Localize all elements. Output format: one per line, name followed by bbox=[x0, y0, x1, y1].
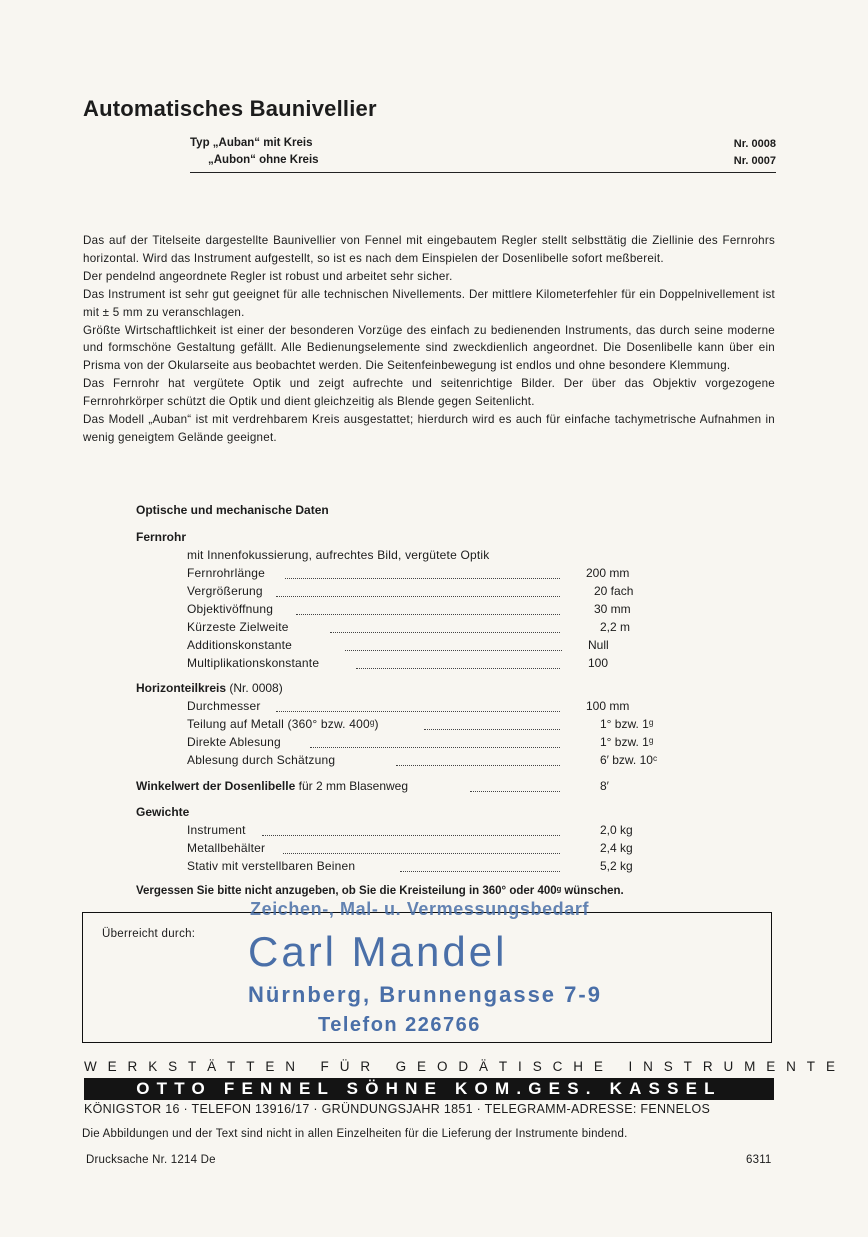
footer-company-bar: OTTO FENNEL SÖHNE KOM.GES. KASSEL bbox=[84, 1078, 774, 1100]
type-line-aubon: „Aubon“ ohne Kreis bbox=[208, 154, 319, 166]
model-number-0008: Nr. 0008 bbox=[733, 138, 776, 150]
libelle-label: für 2 mm Blasenweg bbox=[298, 779, 409, 793]
print-code: 6311 bbox=[746, 1154, 772, 1166]
spec-value: 1° bzw. 1ᵍ bbox=[600, 717, 654, 731]
spec-value: 1° bzw. 1ᵍ bbox=[600, 735, 654, 749]
spec-label: Vergrößerung bbox=[187, 584, 263, 598]
dealer-label: Überreicht durch: bbox=[102, 928, 196, 940]
fernrohr-intro: mit Innenfokussierung, aufrechtes Bild, vergütete Optik bbox=[187, 548, 490, 562]
dot-leader bbox=[276, 596, 560, 597]
gewichte-heading: Gewichte bbox=[136, 805, 190, 819]
footer-address: KÖNIGSTOR 16 · TELEFON 13916/17 · GRÜNDUNGSJAHR 1851 · TELEGRAMM-ADRESSE: FENNELOS bbox=[84, 1102, 711, 1116]
spec-value: 100 bbox=[588, 656, 609, 670]
dot-leader bbox=[330, 632, 560, 633]
page-title: Automatisches Baunivellier bbox=[83, 96, 377, 121]
spec-value: Null bbox=[588, 638, 609, 652]
spec-label: Teilung auf Metall (360° bzw. 400ᵍ) bbox=[187, 717, 379, 731]
dot-leader bbox=[396, 765, 560, 766]
model-number-0007: Nr. 0007 bbox=[733, 155, 776, 167]
description-text bbox=[83, 232, 775, 447]
spec-label: Metallbehälter bbox=[187, 841, 266, 855]
spec-value: 6′ bzw. 10ᶜ bbox=[600, 753, 658, 767]
spec-value: 2,2 m bbox=[600, 620, 631, 634]
spec-label: Direkte Ablesung bbox=[187, 735, 281, 749]
paragraph-nivellements: Das Instrument ist sehr gut geeignet für alle technischen Nivellements. Der mittlere Kilometerfehler für ein Doppelnivellement ist mit ± 5 mm zu veranschlagen. bbox=[83, 287, 775, 319]
spec-label: Ablesung durch Schätzung bbox=[187, 753, 336, 767]
footer-disclaimer: Die Abbildungen und der Text sind nicht in allen Einzelheiten für die Lieferung der Instrumente bindend. bbox=[82, 1128, 628, 1140]
stamp-address: Nürnberg, Brunnengasse 7-9 bbox=[248, 982, 602, 1007]
dot-leader bbox=[310, 747, 560, 748]
libelle-row bbox=[136, 779, 408, 793]
paragraph-intro: Das auf der Titelseite dargestellte Baunivellier von Fennel mit eingebautem Regler stellt selbsttätig die Ziellinie des Fernrohrs horizontal. Wird das Instrument aufgestellt, so ist es nach dem Einspielen der Dosenlibelle sofort meßbereit. bbox=[83, 234, 775, 265]
specs-heading: Optische und mechanische Daten bbox=[136, 503, 329, 517]
dot-leader bbox=[262, 835, 560, 836]
libelle-value: 8′ bbox=[600, 779, 609, 793]
libelle-heading: Winkelwert der Dosenlibelle bbox=[136, 779, 296, 793]
footer-tagline: WERKSTÄTTEN FÜR GEODÄTISCHE INSTRUMENTE bbox=[84, 1059, 846, 1074]
spec-label: Stativ mit verstellbaren Beinen bbox=[187, 859, 356, 873]
paragraph-fernrohr: Das Fernrohr hat vergütete Optik und zeigt aufrechte und seitenrichtige Bilder. Der über das Objektiv vorgezogene Fernrohrkörper schützt die Optik und dient gleichzeitig als Blende gegen Seitenlicht. bbox=[83, 377, 775, 409]
paragraph-auban: Das Modell „Auban“ ist mit verdrehbarem Kreis ausgestattet; hierdurch wird es auch für einfache tachymetrische Aufnahmen in wenig geneigtem Gelände geeignet. bbox=[83, 413, 775, 444]
kreis-heading-suffix: (Nr. 0008) bbox=[229, 681, 283, 695]
stamp-company-name: Carl Mandel bbox=[248, 928, 508, 975]
dot-leader bbox=[285, 578, 560, 579]
spec-value: 5,2 kg bbox=[600, 859, 633, 873]
dot-leader bbox=[424, 729, 560, 730]
spec-value: 2,0 kg bbox=[600, 823, 633, 837]
dot-leader bbox=[276, 711, 560, 712]
spec-label: Kürzeste Zielweite bbox=[187, 620, 289, 634]
spec-value: 2,4 kg bbox=[600, 841, 633, 855]
dot-leader bbox=[296, 614, 560, 615]
spec-value: 200 mm bbox=[586, 566, 630, 580]
spec-value: 100 mm bbox=[586, 699, 630, 713]
paragraph-wirtschaftlichkeit: Größte Wirtschaftlichkeit ist einer der besonderen Vorzüge des einfach zu bedienenden Instruments, das durch seine moderne und formschöne Gestaltung gefällt. Alle Bedienungselemente sind zweckdienlich angeordnet. Die Dosenlibelle kann über ein Prisma von der Okularseite aus beobachtet werden. Die Seitenfeinbewegung ist endlos und ohne besondere Klemmung. bbox=[83, 323, 775, 373]
spec-label: Instrument bbox=[187, 823, 246, 837]
header-rule bbox=[190, 172, 776, 173]
dot-leader bbox=[283, 853, 560, 854]
dot-leader bbox=[400, 871, 560, 872]
dot-leader bbox=[345, 650, 562, 651]
fernrohr-heading: Fernrohr bbox=[136, 530, 187, 544]
spec-value: 20 fach bbox=[594, 584, 634, 598]
dot-leader bbox=[470, 791, 560, 792]
spec-label: Objektivöffnung bbox=[187, 602, 274, 616]
dot-leader bbox=[356, 668, 560, 669]
stamp-line-trade: Zeichen-, Mal- u. Vermessungsbedarf bbox=[250, 899, 590, 919]
spec-value: 30 mm bbox=[594, 602, 631, 616]
kreis-heading-row bbox=[136, 681, 283, 695]
spec-label: Durchmesser bbox=[187, 699, 261, 713]
type-line-auban: Typ „Auban“ mit Kreis bbox=[190, 137, 313, 149]
stamp-phone: Telefon 226766 bbox=[318, 1014, 481, 1036]
kreis-heading: Horizonteilkreis bbox=[136, 681, 227, 695]
paragraph-regler: Der pendelnd angeordnete Regler ist robust und arbeitet sehr sicher. bbox=[83, 269, 453, 283]
spec-label: Multiplikationskonstante bbox=[187, 656, 320, 670]
kreisteilung-note: Vergessen Sie bitte nicht anzugeben, ob Sie die Kreisteilung in 360° oder 400ᵍ wünschen. bbox=[136, 885, 624, 897]
spec-label: Fernrohrlänge bbox=[187, 566, 265, 580]
spec-label: Additionskonstante bbox=[187, 638, 293, 652]
print-number: Drucksache Nr. 1214 De bbox=[86, 1154, 216, 1166]
